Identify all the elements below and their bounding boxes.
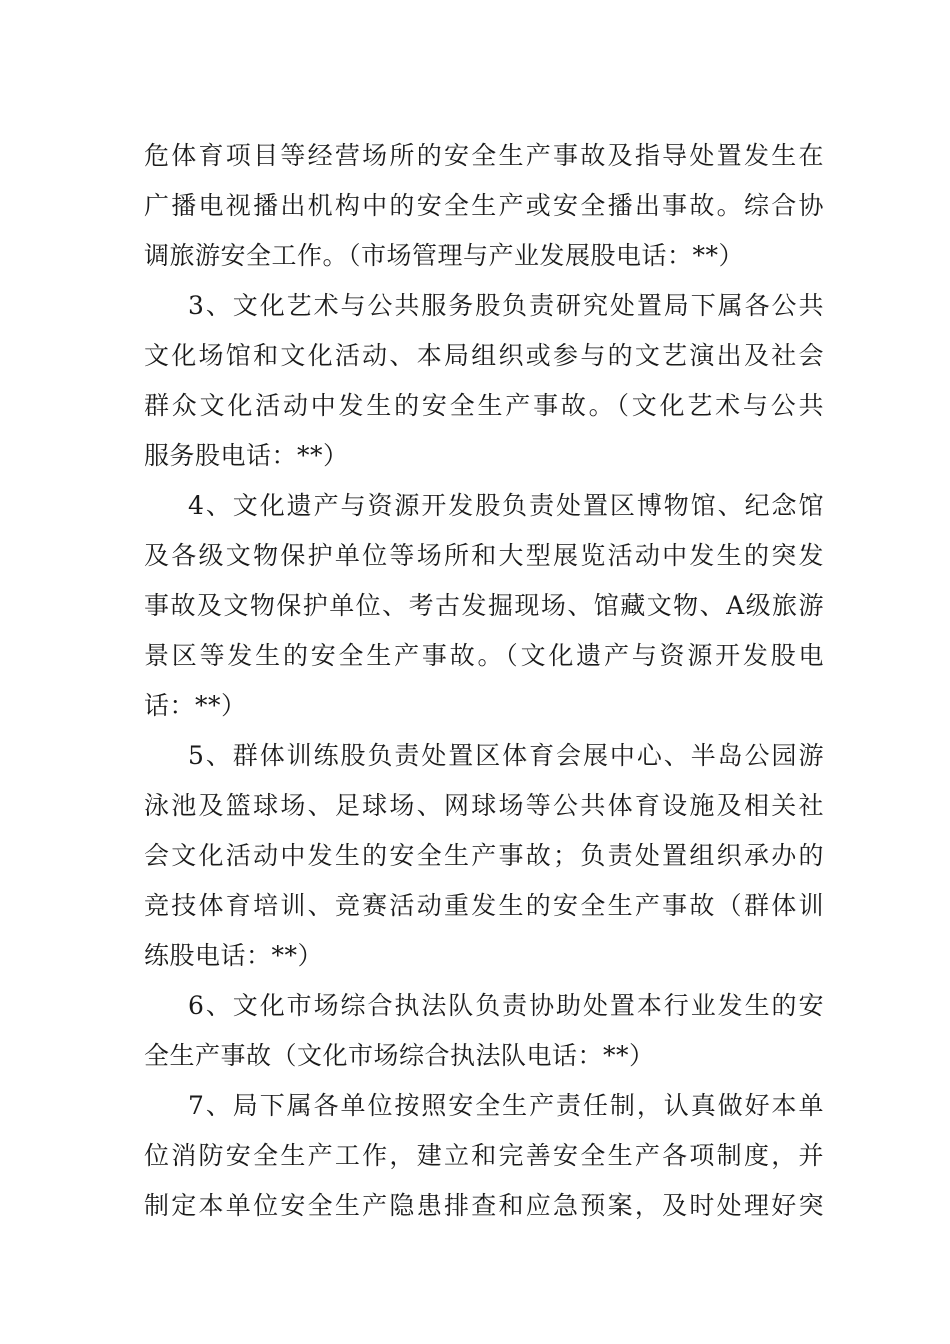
text-line: 广播电视播出机构中的安全生产或安全播出事故。综合协 [144,191,824,220]
text-line: 全生产事故（文化市场综合执法队电话：**） [144,1041,655,1070]
text-line: 及各级文物保护单位等场所和大型展览活动中发生的突发 [144,541,824,570]
text-line: 泳池及篮球场、足球场、网球场等公共体育设施及相关社 [144,791,824,820]
paragraph-5-line: 5、群体训练股负责处置区体育会展中心、半岛公园游 [188,741,824,770]
text-line: 危体育项目等经营场所的安全生产事故及指导处置发生在 [144,141,824,170]
text-line: 会文化活动中发生的安全生产事故；负责处置组织承办的 [144,841,824,870]
text-line: 服务股电话：**） [144,441,349,470]
paragraph-3-line: 3、文化艺术与公共服务股负责研究处置局下属各公共 [188,291,824,320]
text-line: 竞技体育培训、竞赛活动重发生的安全生产事故（群体训 [144,891,824,920]
text-line: 制定本单位安全生产隐患排查和应急预案，及时处理好突 [144,1191,824,1220]
text-line: 调旅游安全工作。（市场管理与产业发展股电话：**） [144,241,745,270]
paragraph-4-line: 4、文化遗产与资源开发股负责处置区博物馆、纪念馆 [188,491,824,520]
text-line: 群众文化活动中发生的安全生产事故。（文化艺术与公共 [144,391,824,420]
text-line: 事故及文物保护单位、考古发掘现场、馆藏文物、A级旅游 [144,591,824,620]
text-line: 位消防安全生产工作，建立和完善安全生产各项制度，并 [144,1141,824,1170]
paragraph-7-line: 7、局下属各单位按照安全生产责任制，认真做好本单 [188,1091,824,1120]
text-line: 话：**） [144,691,247,720]
text-line: 景区等发生的安全生产事故。（文化遗产与资源开发股电 [144,641,824,670]
paragraph-6-line: 6、文化市场综合执法队负责协助处置本行业发生的安 [188,991,824,1020]
text-line: 练股电话：**） [144,941,324,970]
text-line: 文化场馆和文化活动、本局组织或参与的文艺演出及社会 [144,341,824,370]
